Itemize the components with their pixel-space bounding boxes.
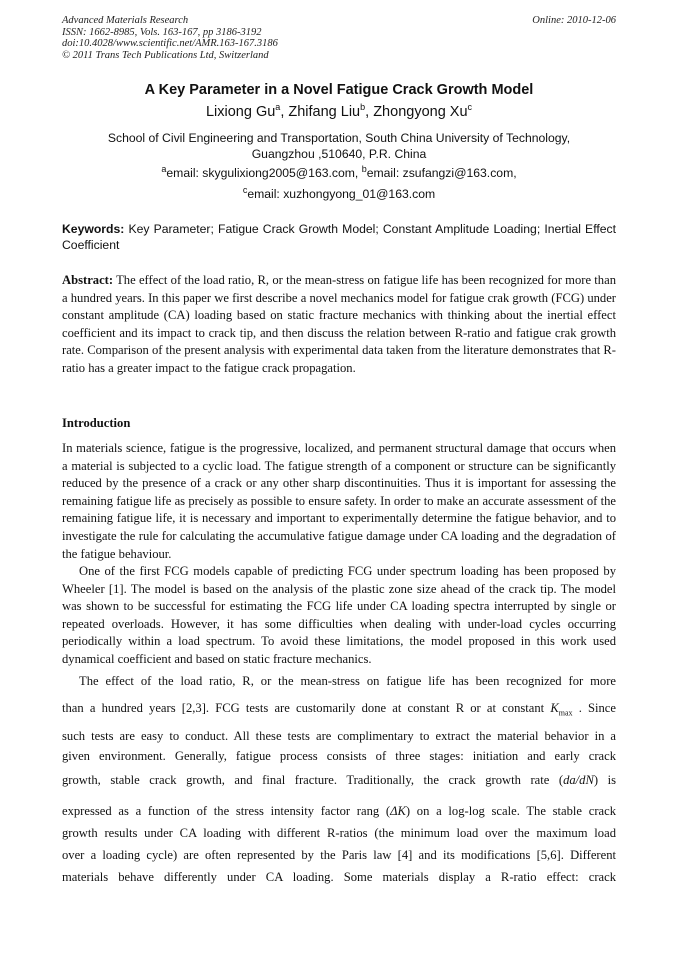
text-run: . Since [578,701,616,715]
text-run: expressed as a function of the stress intensity factor rang ( [62,804,391,818]
author-name: Lixiong Gu [205,104,276,120]
paragraph-line: growth results under CA loading with different R-ratios (the minimum load over the maximum load [62,826,616,840]
crack-growth-rate-symbol: da/dN [563,773,594,787]
paragraph-line: over a loading cycle) are often represented by the Paris law [4] and its modifications [5,6]. Different [62,848,616,862]
affiliation-line: Guangzhou ,510640, P.R. China [251,147,427,161]
author-mark: a [275,102,281,113]
text-run: growth, stable crack growth, and final fracture. Traditionally, the crack growth rate ( [62,773,564,787]
keywords [62,221,616,253]
kmax-symbol [550,701,573,718]
abstract-label: Abstract: [62,273,114,287]
copyright: © 2011 Trans Tech Publications Ltd, Switzerland [62,49,269,61]
email-mark: b [361,163,367,174]
email-line [62,163,616,180]
paragraph-line: materials behave differently under CA loading. Some materials display a R-ratio effect: crack [62,870,616,884]
issn: ISSN: 1662-8985, Vols. 163-167, pp 3186-3192 [62,26,262,38]
abstract-text: The effect of the load ratio, R, or the mean-stress on fatigue life has been recognized for more than a hundred years. In this paper we first describe a novel mechanics model for fatigue crak growth (FCG) under constant amplitude (CA) loading based on static fracture mechanics with thinking about the inertial effect coefficient and its impact to crack tip, and then discuss the relation between R-ratio and fatigue crak growth rate. Comparison of the present analysis with experimental data taken from the literature demonstrates that R-ratio has a greater impact to the fatigue crack propagation. [62,273,616,375]
journal-header [62,15,616,61]
paragraph-line [62,804,616,819]
affiliation [62,130,616,162]
paragraph: In materials science, fatigue is the progressive, localized, and permanent structural damage that occurs when a material is subjected to a cyclic load. The fatigue strength of a component or structure can be significantly reduced by the presence of a crack or any other sharp discontinuities. Thus it is important for assessing the remaining fatigue life as precisely as possible to ensure safety. In order to make an accurate assessment of the remaining fatigue life, it is necessary and important to experimentally determine the fatigue behavior, and to investigate the rule for calculating the accumulative fatigue damage under CA loading and the degradation of the fatigue behaviour. [62,441,616,561]
email-address[interactable]: email: skygulixiong2005@163.com, [166,166,362,180]
author-mark: b [360,102,366,113]
text-run: ) is [593,773,616,787]
delta-k-symbol: ΔK [390,804,406,818]
paragraph-line [62,701,616,716]
author-name: Zhifang Liu [288,104,361,120]
online-date: Online: 2010-12-06 [532,15,616,26]
abstract [62,272,616,378]
paragraph: One of the first FCG models capable of predicting FCG under spectrum loading has been proposed by Wheeler [1]. The model is based on the analysis of the plastic zone size ahead of the crack tip. The model was shown to be successful for estimating the FCG life under CA loading spectra interrupted by single or repeated overloads. However, it has some difficulties when dealing with under-load cycles occurring periodically within a load spectrum. To avoid these limitations, the model proposed in this work used dynamical coefficient and based on static fracture mechanics. [62,564,616,666]
math-k: K [550,701,559,715]
text-run: ) on a log-log scale. The stable crack [405,804,616,818]
keywords-text: Key Parameter; Fatigue Crack Growth Model; Constant Amplitude Loading; Inertial Effect Coefficient [62,222,616,252]
doi: doi:10.4028/www.scientific.net/AMR.163-167.3186 [62,38,278,49]
email-mark: c [242,184,248,195]
paragraph-line: The effect of the load ratio, R, or the mean-stress on fatigue life has been recognized for more [79,674,616,688]
author-mark: c [467,102,473,113]
email-line [62,184,616,201]
keywords-label: Keywords: [62,222,125,236]
email-address[interactable]: email: xuzhongyong_01@163.com [247,187,436,201]
paragraph-line: such tests are easy to conduct. All these tests are complimentary to extract the material behavior in a [62,729,616,743]
author-list: Lixiong Gu$^a$, Zhifang Liu$^b$, Zhongyong Xu$^c$ [205,102,473,120]
text-run: than a hundred years [2,3]. FCG tests are customarily done at constant R or at constant [62,701,545,715]
email-mark: a [161,163,167,174]
email-address[interactable]: email: zsufangzi@163.com, [366,166,517,180]
section-heading-introduction: Introduction [62,416,131,430]
author-name: Zhongyong Xu [373,104,468,120]
paragraph-line [62,773,616,788]
journal-name: Advanced Materials Research [62,15,189,26]
affiliation-line: School of Civil Engineering and Transportation, South China University of Technology, [107,131,571,145]
paragraph-line: given environment. Generally, fatigue process consists of three stages: initiation and early crack [62,749,616,763]
math-sub-max: max [558,708,573,718]
paper-title: A Key Parameter in a Novel Fatigue Crack Growth Model [144,82,534,98]
